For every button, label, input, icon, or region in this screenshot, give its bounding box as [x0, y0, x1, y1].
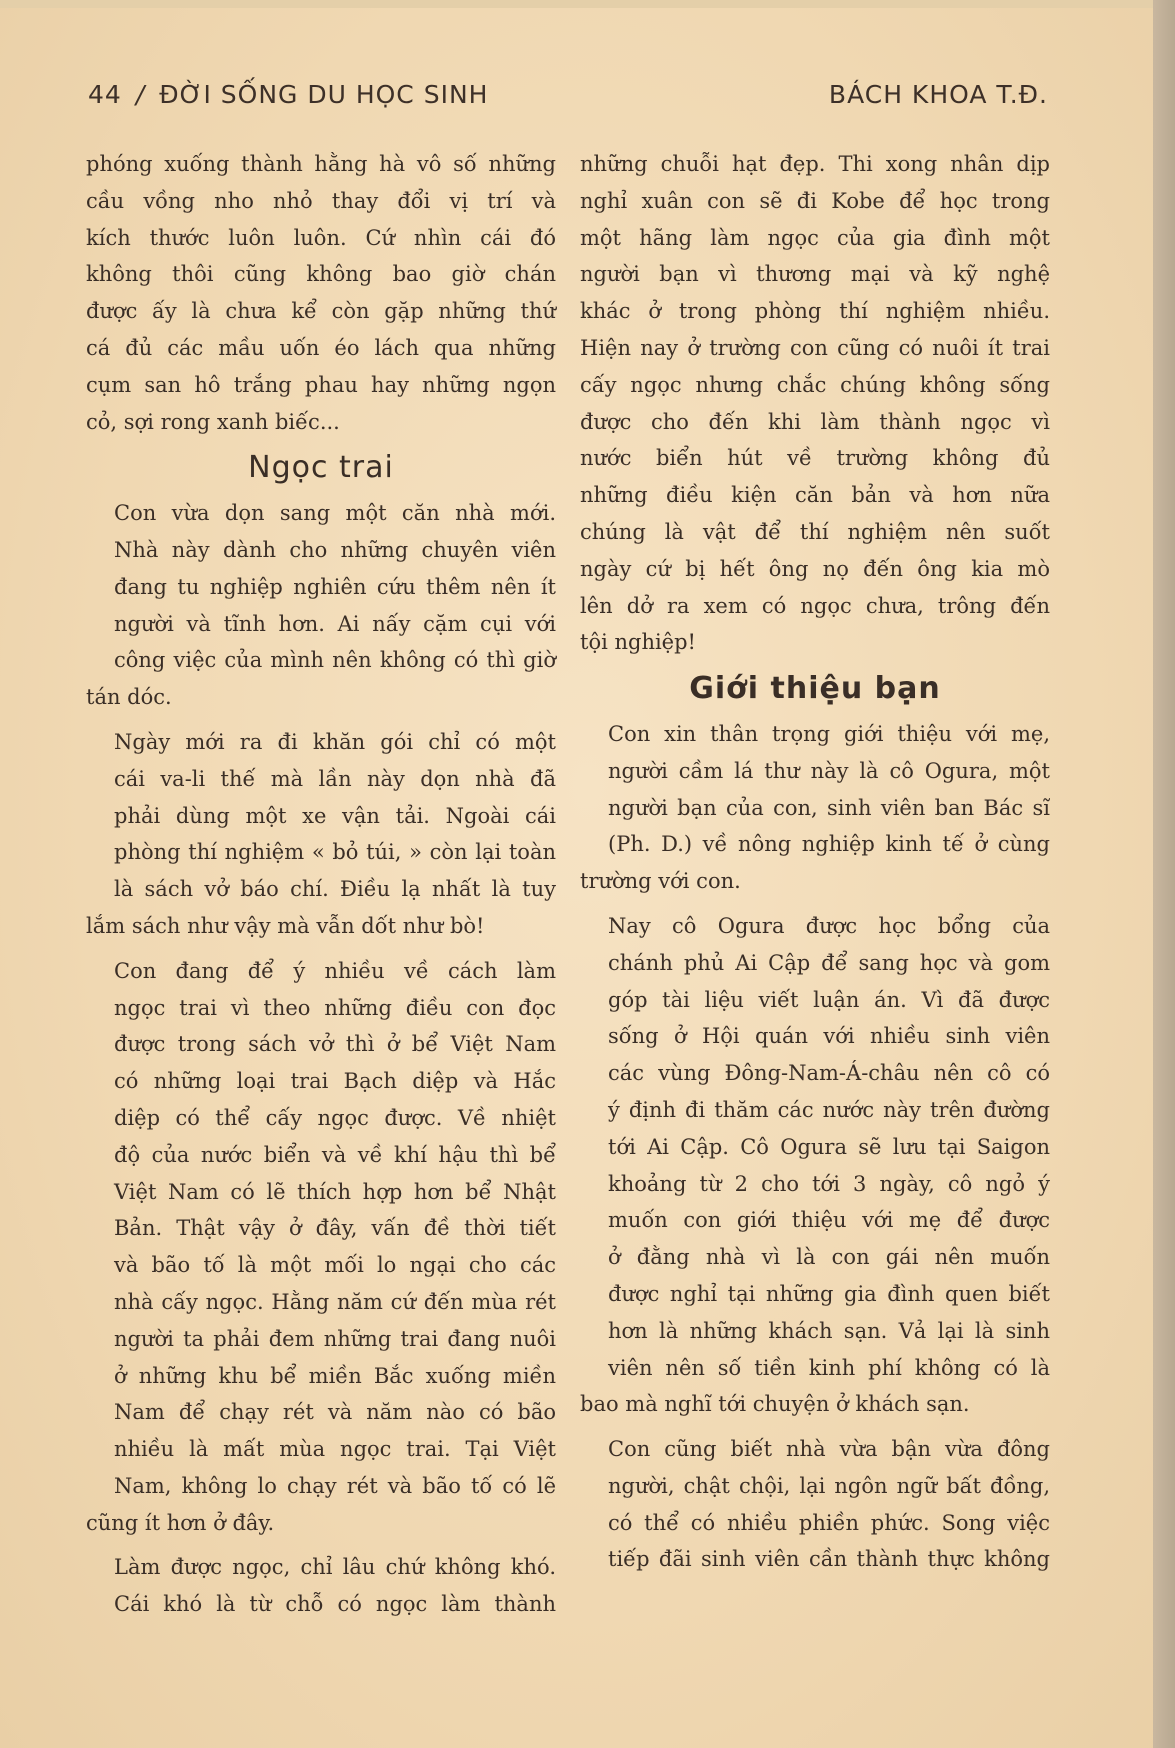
text-line: người và tĩnh hơn. Ai nấy cặm cụi với — [114, 611, 556, 636]
left-paragraph-5 — [86, 1549, 556, 1623]
text-line: kích thước luôn luôn. Cứ nhìn cái đó — [86, 225, 556, 250]
text-line: một hãng làm ngọc của gia đình một — [580, 225, 1050, 250]
text-line: tội nghiệp! — [580, 630, 696, 655]
header-separator: / — [135, 80, 146, 109]
text-line: khoảng từ 2 cho tới 3 ngày, cô ngỏ ý — [608, 1171, 1050, 1196]
text-line: Nay cô Ogura được học bổng của — [608, 913, 1050, 938]
text-line: sống ở Hội quán với nhiều sinh viên — [608, 1024, 1050, 1049]
text-line: muốn con giới thiệu với mẹ để được — [608, 1208, 1050, 1233]
text-line: những chuỗi hạt đẹp. Thi xong nhân dịp — [580, 152, 1050, 176]
text-line: được nghỉ tại những gia đình quen biết — [608, 1281, 1050, 1306]
text-line: nhiều là mất mùa ngọc trai. Tại Việt — [114, 1437, 556, 1462]
left-paragraph-2-end — [86, 679, 556, 716]
page-number: 44 — [88, 80, 122, 109]
right-paragraph-4 — [580, 1431, 1050, 1578]
right-paragraph-1 — [580, 146, 1050, 624]
text-line: Bản. Thật vậy ở đây, vấn đề thời tiết — [114, 1216, 556, 1241]
text-line: những điều kiện căn bản và hơn nữa — [580, 483, 1050, 508]
left-column — [86, 146, 556, 1623]
text-line: không thôi cũng không bao giờ chán — [86, 262, 556, 287]
publication-name: BÁCH KHOA T.Đ. — [828, 80, 1048, 109]
text-line: cỏ, sợi rong xanh biếc... — [86, 409, 340, 434]
text-line: được trong sách vở thì ở bể Việt Nam — [114, 1032, 556, 1057]
page-right-edge — [1153, 0, 1175, 1748]
left-paragraph-1 — [86, 146, 556, 404]
text-line: độ của nước biển và về khí hậu thì bể — [114, 1142, 556, 1167]
text-line: ở đằng nhà vì là con gái nên muốn — [608, 1245, 1050, 1270]
left-paragraph-4 — [86, 953, 556, 1505]
text-line: (Ph. D.) về nông nghiệp kinh tế ở cùng — [608, 832, 1050, 857]
text-line: khác ở trong phòng thí nghiệm nhiều. — [580, 299, 1050, 324]
text-line: có những loại trai Bạch diệp và Hắc — [114, 1069, 556, 1094]
text-line: đang tu nghiệp nghiên cứu thêm nên ít — [114, 574, 556, 599]
left-paragraph-2 — [86, 495, 556, 679]
text-line: hơn là những khách sạn. Vả lại là sinh — [608, 1318, 1050, 1343]
text-line: Nhà này dành cho những chuyên viên — [114, 537, 556, 562]
right-paragraph-1-end — [580, 624, 1050, 661]
page-top-edge — [0, 0, 1175, 8]
text-line: góp tài liệu viết luận án. Vì đã được — [608, 987, 1050, 1012]
text-line: người bạn của con, sinh viên ban Bác sĩ — [608, 795, 1050, 820]
text-line: phòng thí nghiệm « bỏ túi, » còn lại toàn — [114, 840, 556, 865]
text-line: người ta phải đem những trai đang nuôi — [114, 1326, 556, 1351]
text-line: ý định đi thăm các nước này trên đường — [608, 1097, 1050, 1122]
text-line: nước biển hút về trường không đủ — [580, 446, 1050, 471]
text-line: ngày cứ bị hết ông nọ đến ông kia mò — [580, 556, 1050, 581]
running-header — [88, 80, 1048, 120]
text-line: phóng xuống thành hằng hà vô số những — [86, 152, 556, 176]
text-line: cấy ngọc nhưng chắc chúng không sống — [580, 372, 1050, 397]
left-paragraph-1-end — [86, 404, 556, 441]
text-line: là sách vở báo chí. Điều lạ nhất là tuy — [114, 877, 556, 902]
text-line: diệp có thể cấy ngọc được. Về nhiệt — [114, 1105, 556, 1130]
text-line: ở những khu bể miền Bắc xuống miền — [114, 1363, 556, 1388]
left-paragraph-3-end — [86, 908, 556, 945]
text-line: Con đang để ý nhiều về cách làm — [114, 958, 556, 983]
text-line: người, chật chội, lại ngôn ngữ bất đồng, — [608, 1473, 1050, 1498]
text-line: người cầm lá thư này là cô Ogura, một — [608, 758, 1050, 783]
right-paragraph-2 — [580, 716, 1050, 863]
text-line: lắm sách như vậy mà vẫn dốt như bò! — [86, 913, 485, 938]
text-line: phải dùng một xe vận tải. Ngoài cái — [114, 803, 556, 828]
text-line: Cái khó là từ chỗ có ngọc làm thành — [114, 1592, 556, 1617]
text-line: có thể có nhiều phiền phức. Song việc — [608, 1510, 1050, 1535]
text-line: người bạn vì thương mại và kỹ nghệ — [580, 262, 1050, 287]
text-line: cũng ít hơn ở đây. — [86, 1510, 275, 1535]
section-heading-ngoc-trai: Ngọc trai — [248, 450, 394, 486]
right-paragraph-3 — [580, 908, 1050, 1386]
text-line: Làm được ngọc, chỉ lâu chứ không khó. — [114, 1555, 556, 1580]
text-line: Con xin thân trọng giới thiệu với mẹ, — [608, 721, 1050, 746]
right-paragraph-3-end — [580, 1386, 1050, 1423]
text-line: và bão tố là một mối lo ngại cho các — [114, 1253, 556, 1278]
text-line: Con vừa dọn sang một căn nhà mới. — [114, 501, 556, 526]
text-line: nghỉ xuân con sẽ đi Kobe để học trong — [580, 188, 1050, 213]
text-line: được cho đến khi làm thành ngọc vì — [580, 409, 1050, 434]
header-left — [88, 80, 488, 109]
text-line: Nam, không lo chạy rét và bão tố có lẽ — [114, 1473, 556, 1498]
right-paragraph-2-end — [580, 863, 1050, 900]
text-line: cá đủ các mầu uốn éo lách qua những — [86, 335, 556, 360]
text-line: viên nên số tiền kinh phí không có là — [608, 1355, 1050, 1380]
text-line: công việc của mình nên không có thì giờ — [114, 648, 556, 673]
text-line: Ngày mới ra đi khăn gói chỉ có một — [114, 729, 556, 754]
text-line: cái va-li thế mà lần này dọn nhà đã — [114, 766, 556, 791]
right-column — [580, 146, 1050, 1578]
text-line: được ấy là chưa kể còn gặp những thứ — [86, 299, 556, 324]
section-heading-gioi-thieu-ban: Giới thiệu bạn — [689, 671, 941, 707]
text-line: trường với con. — [580, 869, 741, 894]
text-line: ngọc trai vì theo những điều con đọc — [114, 995, 556, 1020]
text-line: chúng là vật để thí nghiệm nên suốt — [580, 519, 1050, 544]
text-line: Con cũng biết nhà vừa bận vừa đông — [608, 1437, 1050, 1462]
text-line: nhà cấy ngọc. Hằng năm cứ đến mùa rét — [114, 1289, 556, 1314]
text-line: Hiện nay ở trường con cũng có nuôi ít trai — [580, 335, 1050, 360]
text-line: bao mà nghĩ tới chuyện ở khách sạn. — [580, 1392, 970, 1417]
text-line: tán dóc. — [86, 685, 172, 710]
text-line: tiếp đãi sinh viên cần thành thực không — [608, 1547, 1050, 1572]
section-title: ĐỜI SỐNG DU HỌC SINH — [159, 80, 489, 109]
text-line: Việt Nam có lẽ thích hợp hơn bể Nhật — [114, 1179, 556, 1204]
text-line: cầu vồng nho nhỏ thay đổi vị trí và — [86, 188, 556, 213]
text-line: chánh phủ Ai Cập để sang học và gom — [608, 950, 1050, 975]
text-line: các vùng Đông-Nam-Á-châu nên cô có — [608, 1061, 1050, 1086]
text-line: lên dở ra xem có ngọc chưa, trông đến — [580, 593, 1050, 618]
text-line: cụm san hô trắng phau hay những ngọn — [86, 372, 556, 397]
text-line: tới Ai Cập. Cô Ogura sẽ lưu tại Saigon — [608, 1134, 1050, 1159]
text-line: Nam để chạy rét và năm nào có bão — [114, 1400, 556, 1425]
left-paragraph-3 — [86, 724, 556, 908]
left-paragraph-4-end — [86, 1505, 556, 1542]
